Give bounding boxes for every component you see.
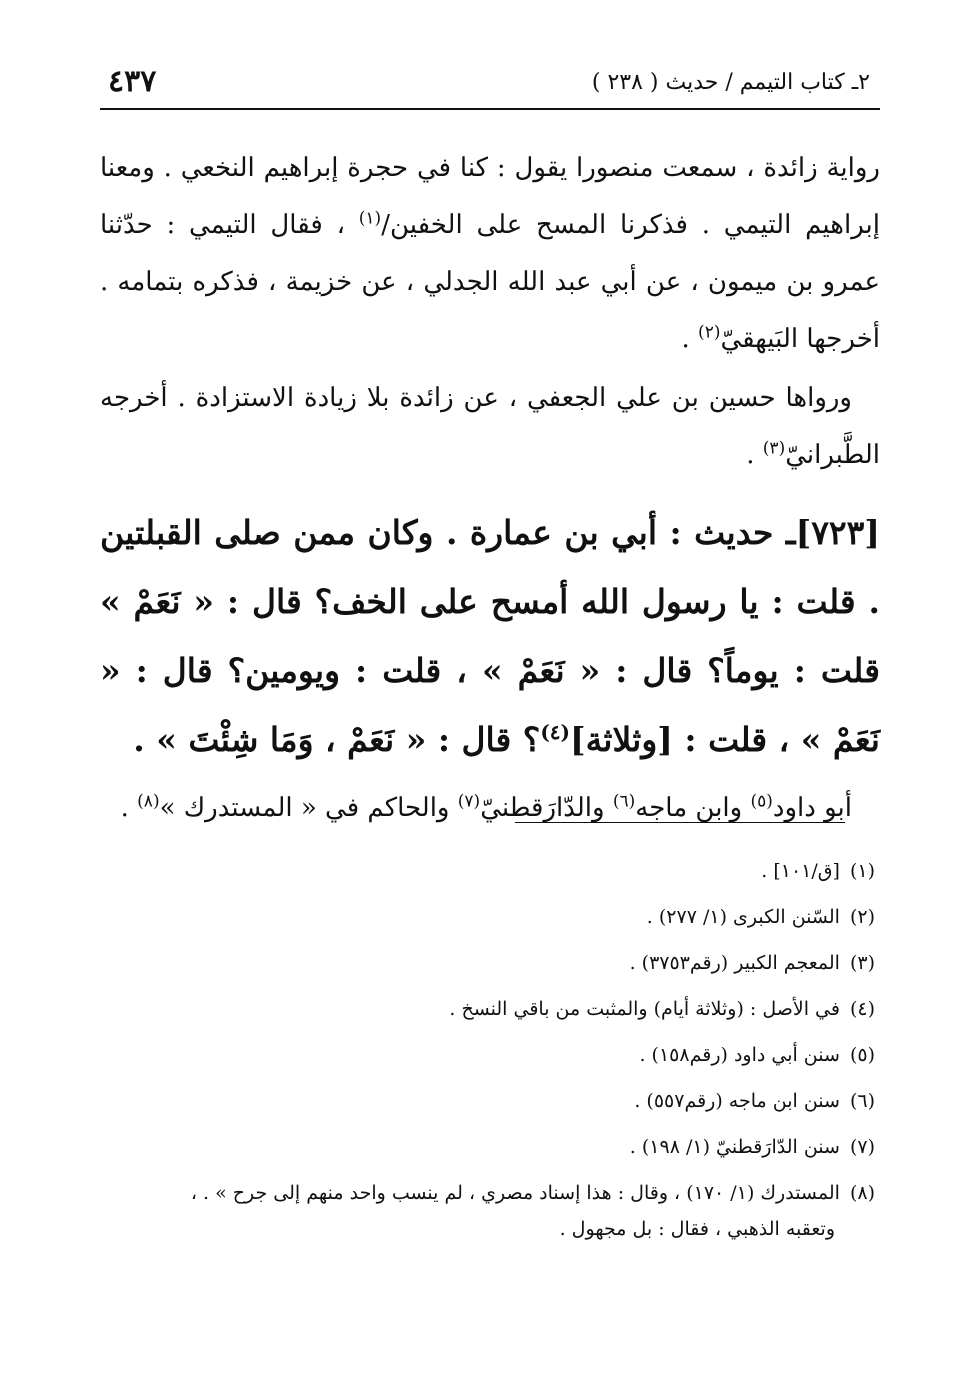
footnote-1 <box>100 848 875 894</box>
hadith-text-b: ؟ قال : « نَعَمْ ، وَمَا شِئْتَ » . <box>133 720 541 759</box>
footnote-number: (٢) <box>849 906 875 928</box>
hadith-723 <box>100 498 880 774</box>
footnote-number: (٧) <box>849 1136 875 1158</box>
footnote-5 <box>100 1032 875 1078</box>
footnote-text: سنن ابن ماجه (رقم٥٥٧) . <box>634 1090 840 1112</box>
sources-text-b: وابن ماجه <box>635 793 751 823</box>
footnote-number: (٦) <box>849 1090 875 1112</box>
footnote-text: السّنن الكبرى (١/ ٢٧٧) . <box>646 906 840 928</box>
sources-text-d: والحاكم في « المستدرك » <box>159 793 458 823</box>
header-rule <box>100 108 880 110</box>
footnote-ref-6[interactable]: (٦) <box>612 791 636 812</box>
footnote-7 <box>100 1124 875 1170</box>
footnote-2 <box>100 894 875 940</box>
footnote-number: (٨) <box>849 1182 875 1204</box>
sources-text-a: أبو داود <box>772 793 852 823</box>
footnote-number: (٤) <box>849 998 875 1020</box>
page-header <box>100 62 880 110</box>
paragraph-1-text-a: رواية زائدة ، سمعت منصورا يقول : كنا في حجرة إبراهيم النخعي . ومعنا إبراهيم التيمي . فذكرنا المسح على الخفين/ <box>100 153 880 240</box>
footnote-text: سنن الدّارَقطنيّ (١/ ١٩٨) . <box>629 1136 840 1158</box>
footnote-ref-3[interactable]: (٣) <box>762 438 786 459</box>
footnotes <box>100 848 875 1248</box>
paragraph-1 <box>100 140 880 368</box>
footnote-4 <box>100 986 875 1032</box>
main-text <box>100 140 880 837</box>
footnote-ref-5[interactable]: (٥) <box>750 791 773 812</box>
sources-text-e: . <box>120 793 138 823</box>
paragraph-1-text-b: ، فقال التيمي : حدّثنا عمرو بن ميمون ، عن أبي عبد الله الجدلي ، عن خزيمة ، فذكره بتمامه . أخرجها البَيهقيّ <box>100 210 880 354</box>
paragraph-2-text-a: ورواها حسين بن علي الجعفي ، عن زائدة بلا زيادة الاستزادة . أخرجه الطَّبرانيّ <box>100 383 880 470</box>
footnote-number: (٥) <box>849 1044 875 1066</box>
footnote-ref-2[interactable]: (٢) <box>698 322 721 343</box>
footnote-text: المعجم الكبير (رقم٣٧٥٣) . <box>629 952 840 974</box>
footnote-text: المستدرك (١/ ١٧٠) ، وقال : هذا إسناد مصري ، لم ينسب واحد منهم إلى جرح » . ، <box>190 1182 840 1204</box>
running-title: ٢ـ كتاب التيمم / حديث ( ٢٣٨ ) <box>591 70 870 95</box>
footnote-text: في الأصل : (وثلاثة أيام) والمثبت من باقي النسخ . <box>449 998 840 1020</box>
footnote-ref-1[interactable]: (١) <box>358 208 382 229</box>
footnote-text: [ق/١٠١] . <box>761 860 840 882</box>
footnote-3 <box>100 940 875 986</box>
paragraph-2-text-b: . <box>746 440 763 470</box>
footnote-number: (٣) <box>849 952 875 974</box>
paragraph-1-text-c: . <box>681 324 699 354</box>
sources-line <box>100 780 880 837</box>
hadith-text-a: [٧٢٣]ـ حديث : أبي بن عمارة . وكان ممن صلى القبلتين . قلت : يا رسول الله أمسح على الخف؟ قال : « نَعَمْ » قلت : يوماً؟ قال : « نَعَمْ » ، قلت : ويومين؟ قال : « نَعَمْ » ، قلت : [وثلاثة] <box>100 513 880 759</box>
footnote-separator <box>515 822 845 823</box>
footnote-ref-7[interactable]: (٧) <box>457 791 481 812</box>
sources-text-c: والدّارَقطنيّ <box>480 793 613 823</box>
paragraph-2 <box>100 370 880 484</box>
footnote-8-continuation: وتعقبه الذهبي ، فقال : بل مجهول . <box>559 1218 835 1240</box>
footnote-text: سنن أبي داود (رقم١٥٨) . <box>639 1044 840 1066</box>
page-number: ٤٣٧ <box>108 64 157 99</box>
footnote-ref-8[interactable]: (٨) <box>137 791 160 812</box>
footnote-ref-4[interactable]: (٤) <box>540 720 570 744</box>
footnote-6 <box>100 1078 875 1124</box>
footnote-number: (١) <box>849 860 875 882</box>
